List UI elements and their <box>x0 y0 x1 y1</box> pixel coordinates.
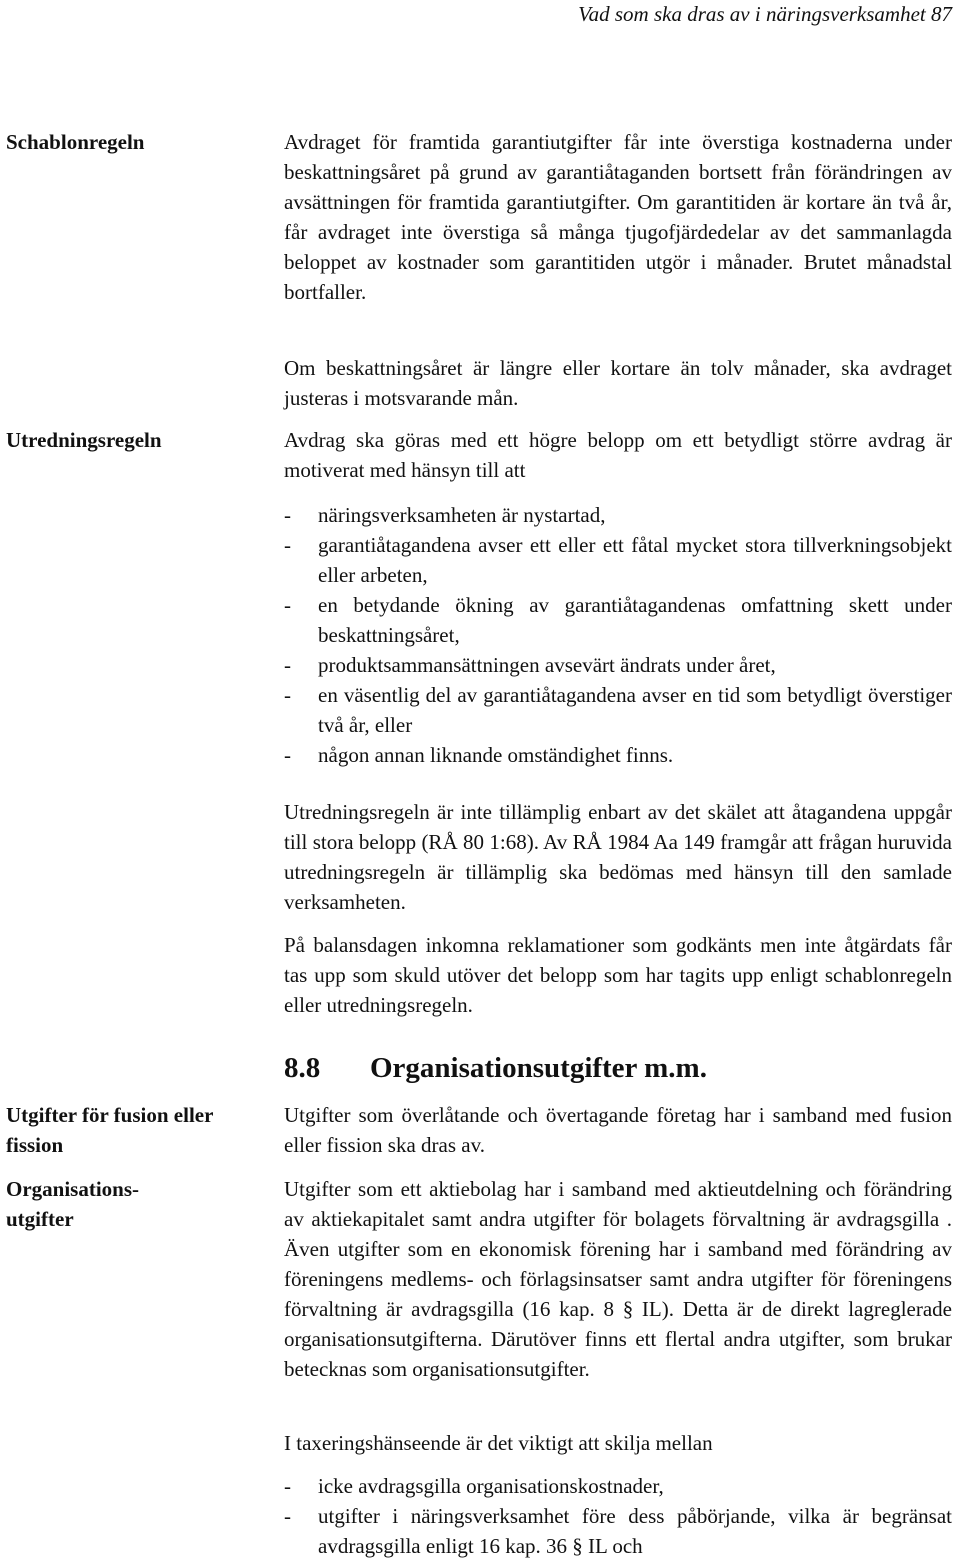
running-header <box>578 2 952 27</box>
list-item-text: garantiåtagandena avser ett eller ett fåtal mycket stora tillverkningsobjekt eller arbeten, <box>318 533 952 587</box>
section-number: 8.8 <box>284 1052 321 1084</box>
list-item-text: en väsentlig del av garantiåtagandena avser en tid som betydligt överstiger två år, eller <box>318 683 952 737</box>
paragraph-text: Utgifter som ett aktiebolag har i samband med aktieutdelning och förändring av aktiekapitalet samt andra utgifter för bolagets förvaltning är avdragsgilla . Även utgifter som en ekonomisk förening har i samband med förändring av föreningens medlems- och förlagsinsatser samt andra utgifter för föreningens förvaltning är avdragsgilla (16 kap. 8 § IL). Detta är de direkt lagreglerade organisationsutgifterna. Därutöver finns ett flertal andra utgifter, som brukar betecknas som organisationsutgifter. <box>284 1177 952 1381</box>
paragraph-utredningsregeln-note <box>284 797 952 917</box>
running-title: Vad som ska dras av i näringsverksamhet <box>578 2 926 26</box>
margin-label-fusion-fission: Utgifter för fusion eller fission <box>6 1103 214 1157</box>
paragraph-schablonregeln <box>284 127 952 307</box>
conditions-list <box>284 500 952 770</box>
paragraph-text: I taxeringshänseende är det viktigt att skilja mellan <box>284 1431 713 1455</box>
list-dash: - <box>284 503 291 527</box>
paragraph-utredningsregeln-intro <box>284 425 952 485</box>
paragraph-text: Avdrag ska göras med ett högre belopp om ett betydligt större avdrag är motiverat med hänsyn till att <box>284 428 952 482</box>
margin-label-organisationsutgifter: Organisations-utgifter <box>6 1177 140 1231</box>
margin-label-utredningsregeln: Utredningsregeln <box>6 428 162 452</box>
paragraph-text: Om beskattningsåret är längre eller kortare än tolv månader, ska avdraget justeras i motsvarande mån. <box>284 356 952 410</box>
paragraph-text: Avdraget för framtida garantiutgifter får inte överstiga kostnaderna under beskattningsåret på grund av garantiåtaganden bortsett från förändringen av avsättningen för framtida garantiutgifter. Om garantitiden är kortare än två år, får avdraget inte överstiga så många tjugofjärdedelar av det sammanlagda beloppet av kostnader som garantitiden utgör i månader. Brutet månadstal bortfaller. <box>284 130 952 304</box>
paragraph-beskattningsar <box>284 353 952 413</box>
section-heading <box>284 1050 952 1086</box>
list-item <box>284 1471 952 1501</box>
list-item-text: utgifter i näringsverksamhet före dess påbörjande, vilka är begränsat avdragsgilla enligt 16 kap. 36 § IL och <box>318 1504 952 1558</box>
list-item <box>284 650 952 680</box>
section-title: Organisationsutgifter m.m. <box>370 1052 707 1084</box>
distinction-list <box>284 1471 952 1561</box>
list-item <box>284 530 952 590</box>
page-number: 87 <box>931 2 952 26</box>
list-item-text: någon annan liknande omständighet finns. <box>318 743 674 767</box>
paragraph-text: Utredningsregeln är inte tillämplig enbart av det skälet att åtagandena uppgår till stora belopp (RÅ 80 1:68). Av RÅ 1984 Aa 149 framgår att frågan huruvida utredningsregeln är tillämplig ska bedömas med hänsyn till den samlade verksamheten. <box>284 800 952 914</box>
paragraph-text: På balansdagen inkomna reklamationer som godkänts men inte åtgärdats får tas upp som skuld utöver det belopp som har tagits upp enligt schablonregeln eller utredningsregeln. <box>284 933 952 1017</box>
list-dash: - <box>284 683 291 707</box>
list-item-text: icke avdragsgilla organisationskostnader, <box>318 1474 664 1498</box>
list-dash: - <box>284 743 291 767</box>
paragraph-reklamationer <box>284 930 952 1020</box>
list-item <box>284 680 952 740</box>
list-dash: - <box>284 653 291 677</box>
paragraph-text: Utgifter som överlåtande och övertagande företag har i samband med fusion eller fission ska dras av. <box>284 1103 952 1157</box>
list-dash: - <box>284 533 291 557</box>
margin-label-schablonregeln: Schablonregeln <box>6 130 145 154</box>
paragraph-taxering <box>284 1428 952 1458</box>
list-dash: - <box>284 593 291 617</box>
list-item-text: en betydande ökning av garantiåtagandenas omfattning skett under beskattningsåret, <box>318 593 952 647</box>
paragraph-organisationsutgifter <box>284 1174 952 1384</box>
list-item <box>284 1501 952 1561</box>
list-item <box>284 740 952 770</box>
list-item-text: näringsverksamheten är nystartad, <box>318 503 606 527</box>
list-dash: - <box>284 1474 291 1498</box>
list-item-text: produktsammansättningen avsevärt ändrats under året, <box>318 653 776 677</box>
list-item <box>284 500 952 530</box>
paragraph-fusion-fission <box>284 1100 952 1160</box>
list-item <box>284 590 952 650</box>
list-dash: - <box>284 1504 291 1528</box>
